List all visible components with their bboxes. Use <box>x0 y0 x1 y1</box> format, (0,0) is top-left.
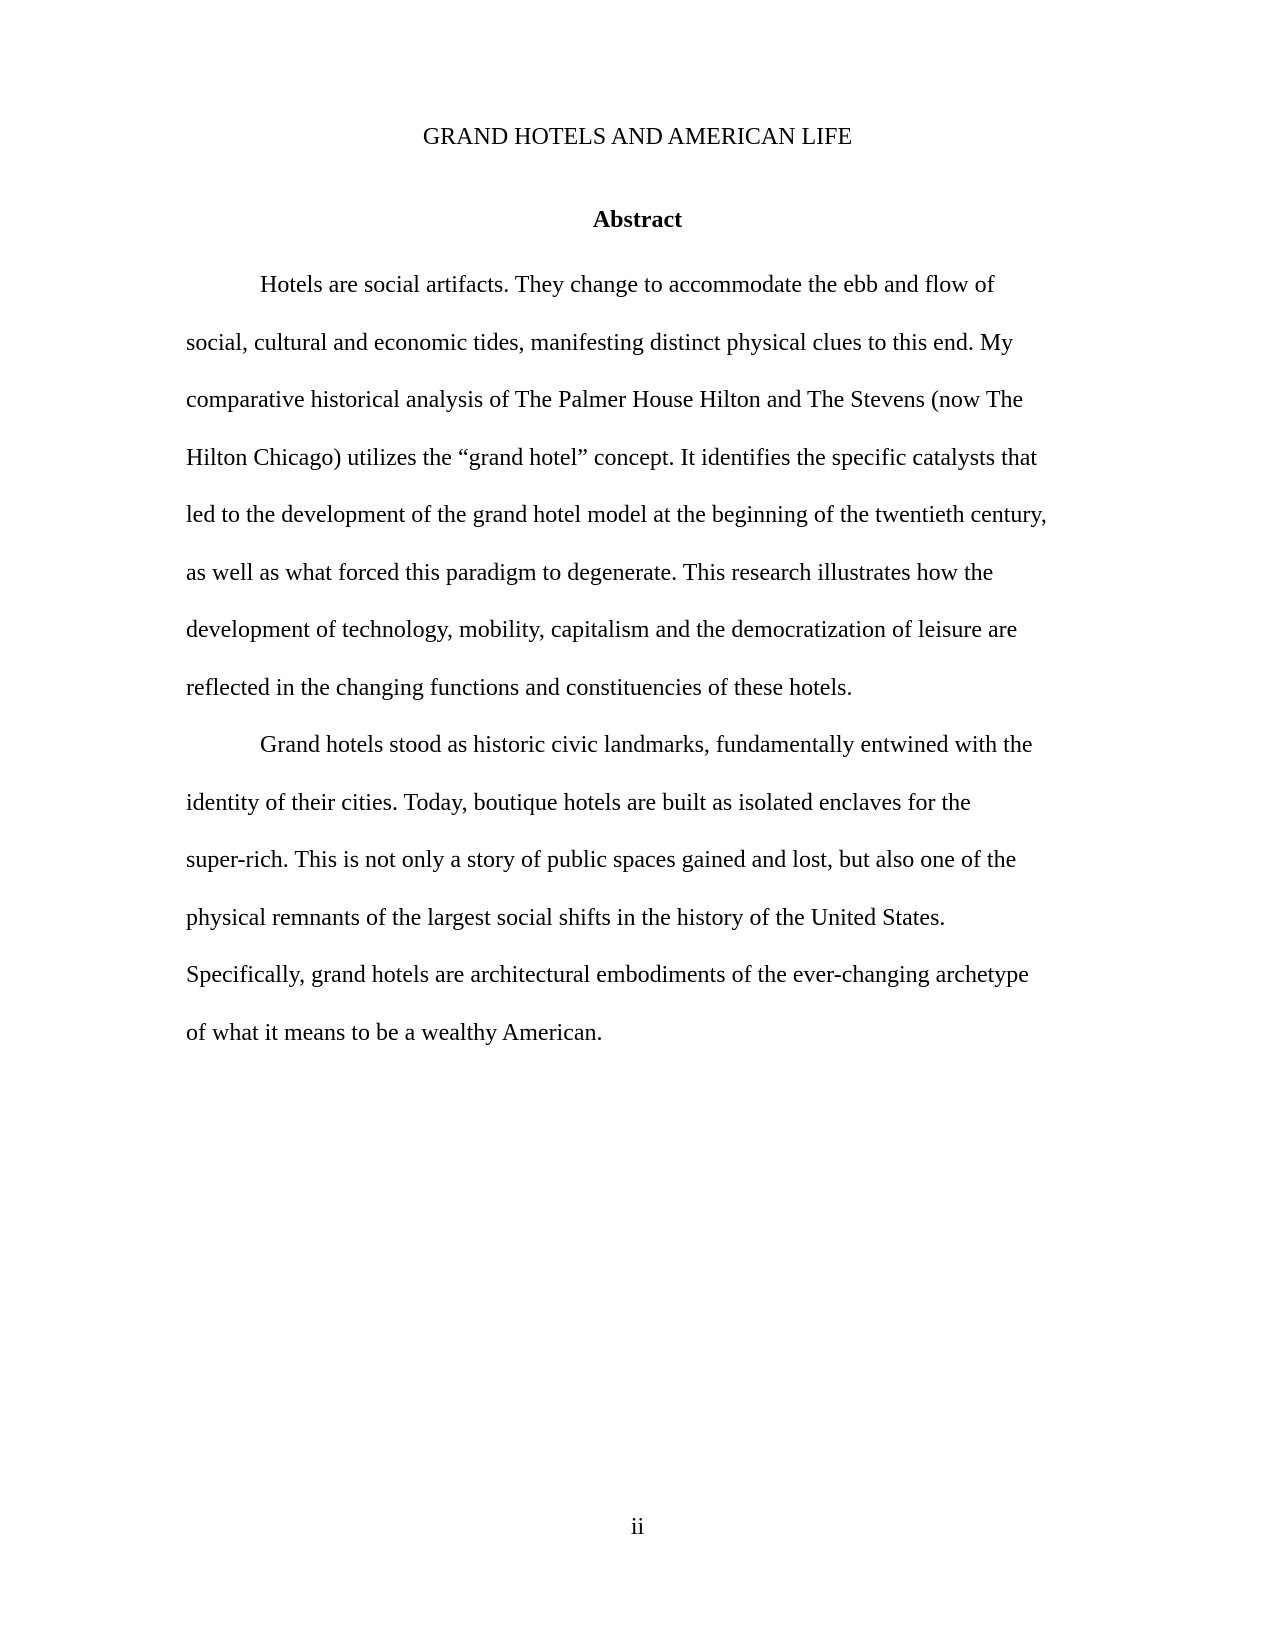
paragraph-line: super-rich. This is not only a story of public spaces gained and lost, but also one of the <box>186 847 1017 873</box>
paragraph-line: Hotels are social artifacts. They change to accommodate the ebb and flow of <box>260 272 995 298</box>
paragraph-1 <box>186 257 1086 717</box>
paragraph-line: reflected in the changing functions and constituencies of these hotels. <box>186 674 853 701</box>
abstract-body <box>186 257 1086 1062</box>
paragraph-line: social, cultural and economic tides, manifesting distinct physical clues to this end. My <box>186 329 1014 356</box>
paragraph-line: as well as what forced this paradigm to degenerate. This research illustrates how the <box>186 559 994 586</box>
paragraph-line: led to the development of the grand hotel model at the beginning of the twentieth century, <box>186 502 1047 528</box>
paragraph-line: development of technology, mobility, capitalism and the democratization of leisure are <box>186 617 1018 643</box>
paragraph-line: of what it means to be a wealthy American. <box>186 1019 603 1046</box>
paragraph-line: Hilton Chicago) utilizes the “grand hotel” concept. It identifies the specific catalysts that <box>186 444 1038 471</box>
paragraph-2 <box>186 717 1086 1062</box>
paragraph-line: physical remnants of the largest social shifts in the history of the United States. <box>186 904 946 931</box>
running-head: GRAND HOTELS AND AMERICAN LIFE <box>422 124 853 150</box>
paragraph-line: identity of their cities. Today, boutique hotels are built as isolated enclaves for the <box>186 789 971 816</box>
paragraph-line: Specifically, grand hotels are architectural embodiments of the ever-changing archetype <box>186 962 1029 988</box>
paragraph-line: comparative historical analysis of The Palmer House Hilton and The Stevens (now The <box>186 387 1024 413</box>
page-number: ii <box>630 1514 645 1540</box>
abstract-heading: Abstract <box>592 207 683 233</box>
paragraph-line: Grand hotels stood as historic civic landmarks, fundamentally entwined with the <box>260 732 1033 758</box>
